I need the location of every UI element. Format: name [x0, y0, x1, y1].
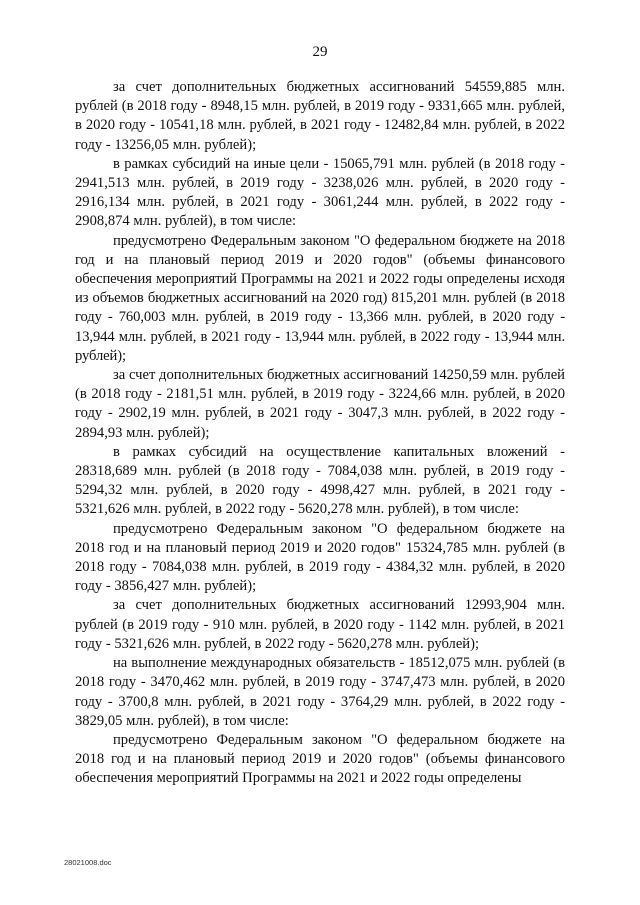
- paragraph-federal-law-provision-1: предусмотрено Федеральным законом "О федеральном бюджете на 2018 год и на плановый период 2019 и 2020 годов" (объемы финансового обеспечения мероприятий Программы на 2021 и 2022 годы определены исходя из объемов бюджетных ассигнований на 2020 год) 815,201 млн. рублей (в 2018 году - 760,003 млн. рублей, в 2019 году - 13,366 млн. рублей, в 2020 году - 13,944 млн. рублей, в 2021 году - 13,944 млн. рублей, в 2022 году - 13,944 млн. рублей);: [75, 232, 565, 364]
- paragraph-additional-allocations-3: за счет дополнительных бюджетных ассигнований 12993,904 млн. рублей (в 2019 году - 910 млн. рублей, в 2020 году - 1142 млн. рублей, в 2021 году - 5321,626 млн. рублей, в 2022 году - 5620,278 млн. рублей);: [75, 597, 565, 652]
- paragraph-subsidies-other-purposes: в рамках субсидий на иные цели - 15065,791 млн. рублей (в 2018 году - 2941,513 млн. рублей, в 2019 году - 3238,026 млн. рублей, в 2020 году - 2916,134 млн. рублей, в 2021 году - 3061,244 млн. рублей, в 2022 году - 2908,874 млн. рублей), в том числе:: [75, 155, 565, 230]
- document-body: [75, 78, 565, 789]
- document-filename-footer: 28021008.doc: [64, 858, 112, 867]
- paragraph-international-obligations: на выполнение международных обязательств - 18512,075 млн. рублей (в 2018 году - 3470,462 млн. рублей, в 2019 году - 3747,473 млн. рублей, в 2020 году - 3700,8 млн. рублей, в 2021 году - 3764,29 млн. рублей, в 2022 году - 3829,05 млн. рублей), в том числе:: [75, 655, 565, 729]
- paragraph-additional-allocations-1: за счет дополнительных бюджетных ассигнований 54559,885 млн. рублей (в 2018 году - 8948,15 млн. рублей, в 2019 году - 9331,665 млн. рублей, в 2020 году - 10541,18 млн. рублей, в 2021 году - 12482,84 млн. рублей, в 2022 году - 13256,05 млн. рублей);: [75, 79, 565, 153]
- paragraph-federal-law-provision-2: предусмотрено Федеральным законом "О федеральном бюджете на 2018 год и на плановый период 2019 и 2020 годов" 15324,785 млн. рублей (в 2018 году - 7084,038 млн. рублей, в 2019 году - 4384,32 млн. рублей, в 2020 году - 3856,427 млн. рублей);: [75, 520, 565, 595]
- paragraph-federal-law-provision-3: предусмотрено Федеральным законом "О федеральном бюджете на 2018 год и на плановый период 2019 и 2020 годов" (объемы финансового обеспечения мероприятий Программы на 2021 и 2022 годы определены: [75, 731, 565, 787]
- paragraph-capital-investment-subsidies: в рамках субсидий на осуществление капитальных вложений - 28318,689 млн. рублей (в 2018 году - 7084,038 млн. рублей, в 2019 году - 5294,32 млн. рублей, в 2020 году - 4998,427 млн. рублей, в 2021 году - 5321,626 млн. рублей, в 2022 году - 5620,278 млн. рублей), в том числе:: [75, 443, 565, 518]
- paragraph-additional-allocations-2: за счет дополнительных бюджетных ассигнований 14250,59 млн. рублей (в 2018 году - 2181,51 млн. рублей, в 2019 году - 3224,66 млн. рублей, в 2020 году - 2902,19 млн. рублей, в 2021 году - 3047,3 млн. рублей, в 2022 году - 2894,93 млн. рублей);: [75, 367, 565, 441]
- page-number: 29: [312, 44, 328, 60]
